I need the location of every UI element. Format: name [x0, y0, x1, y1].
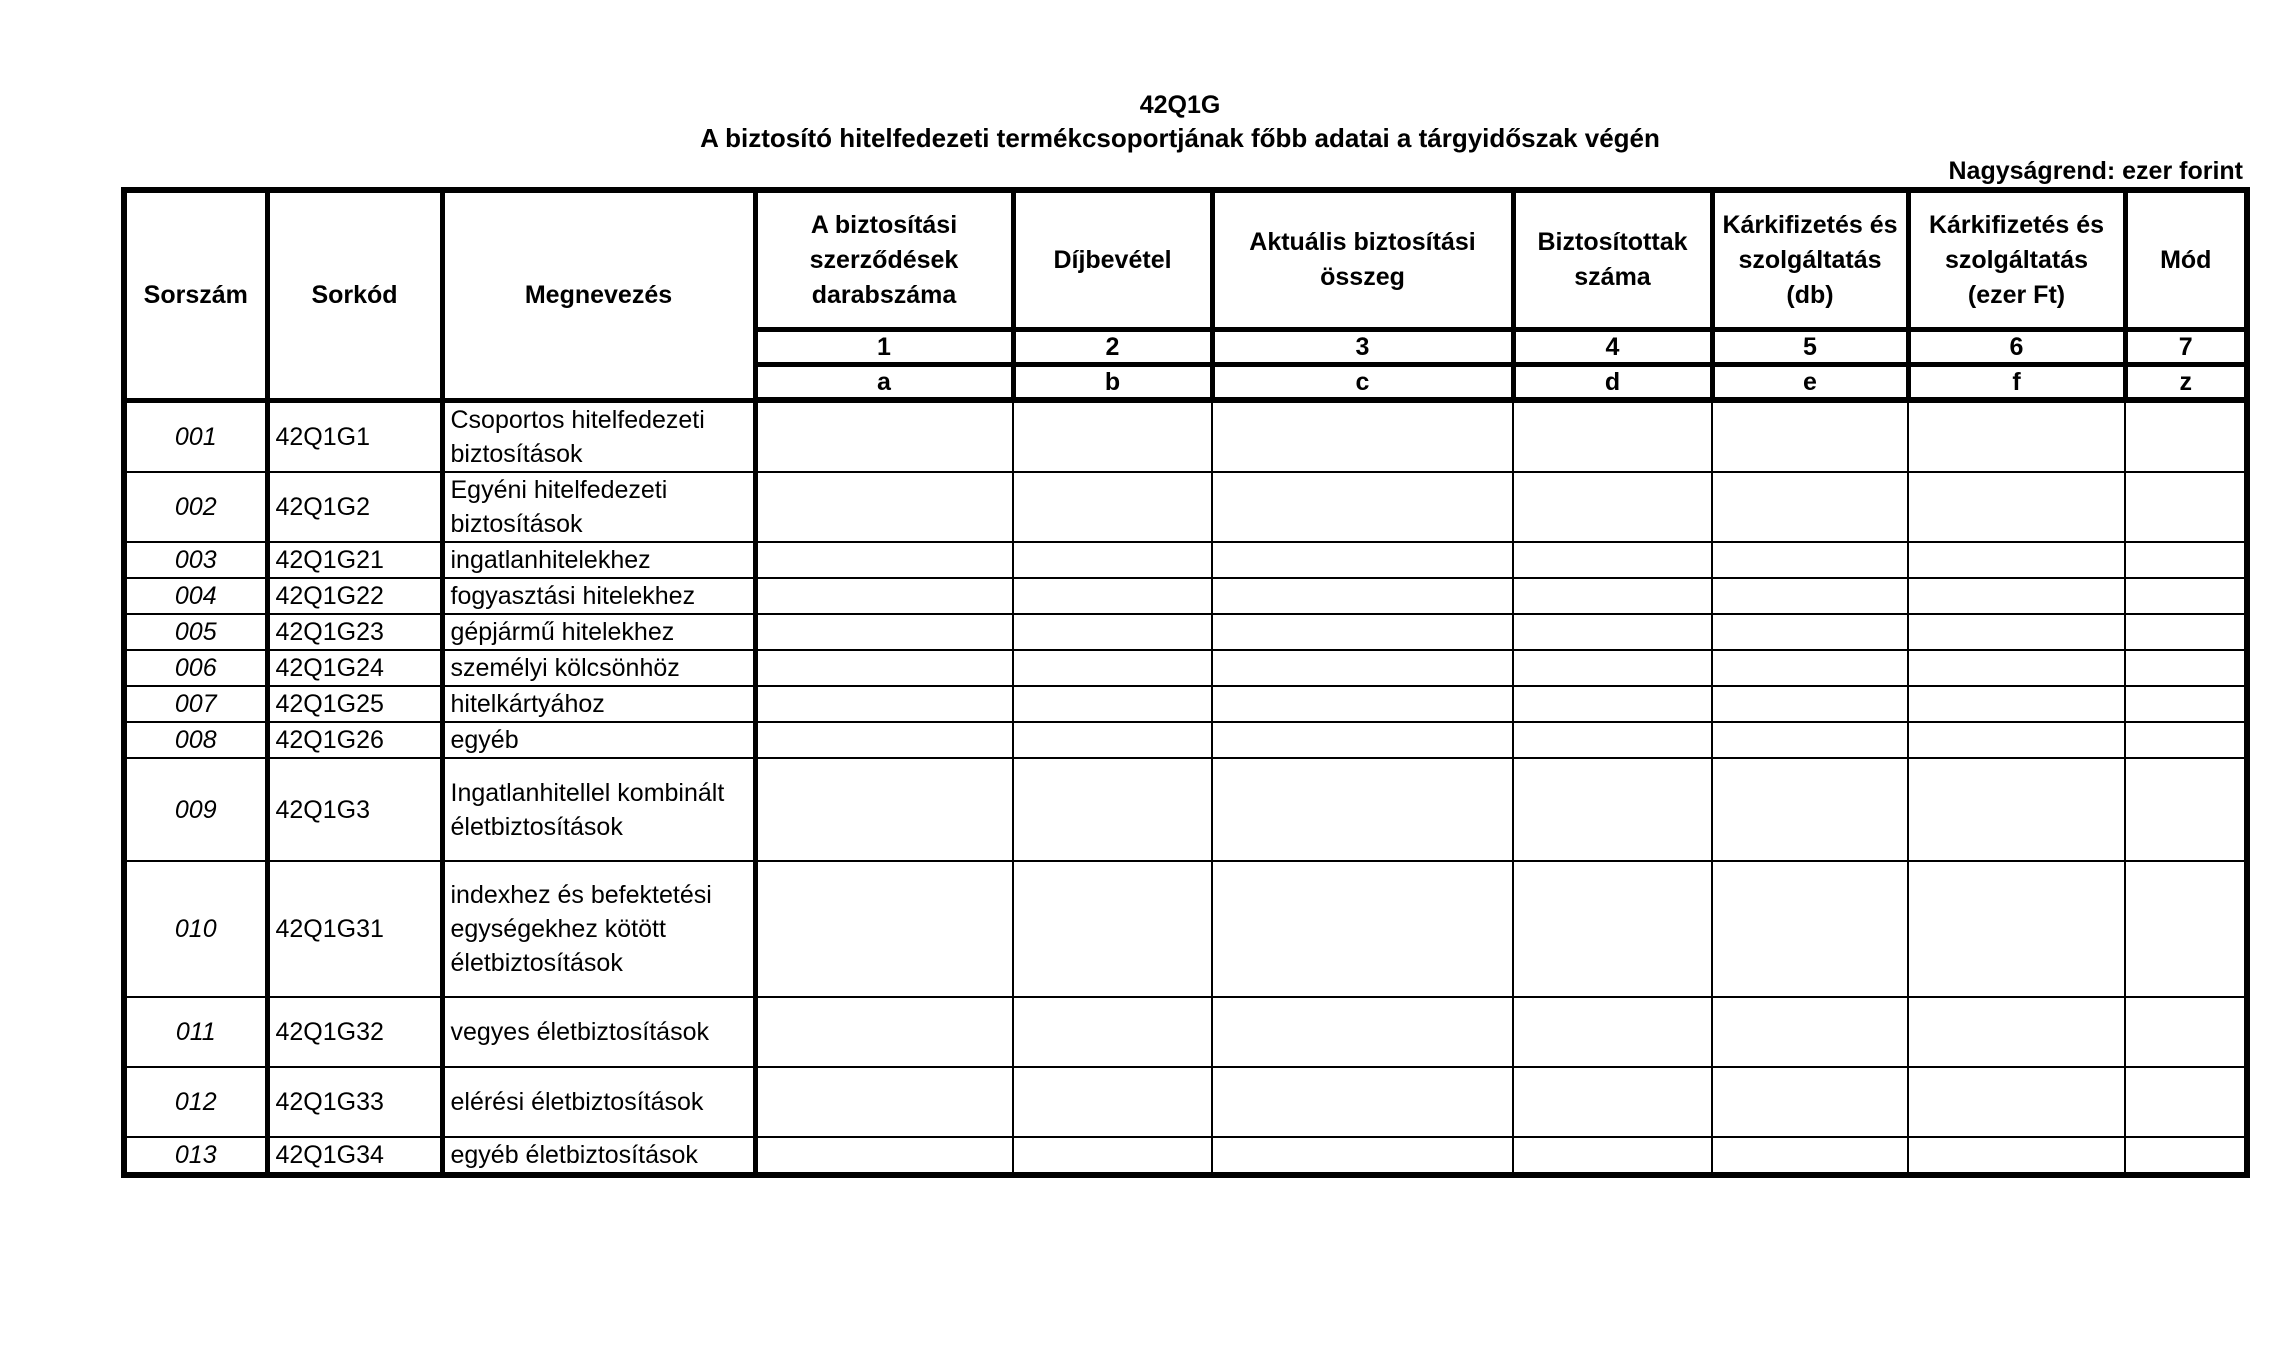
- row-sorkod: 42Q1G21: [267, 542, 442, 578]
- input-cell[interactable]: [1013, 400, 1212, 472]
- input-cell[interactable]: [1013, 614, 1212, 650]
- input-cell[interactable]: [2125, 722, 2247, 758]
- input-cell[interactable]: [755, 542, 1013, 578]
- input-cell[interactable]: [2125, 997, 2247, 1067]
- input-cell[interactable]: [1712, 686, 1908, 722]
- input-cell[interactable]: [1513, 722, 1712, 758]
- input-cell[interactable]: [1712, 542, 1908, 578]
- input-cell[interactable]: [1513, 1067, 1712, 1137]
- input-cell[interactable]: [2125, 758, 2247, 861]
- row-megnevezes: hitelkártyához: [442, 686, 755, 722]
- report-table: [121, 187, 2250, 1178]
- col-number-7: 7: [2125, 330, 2247, 365]
- col-letter-b: b: [1013, 365, 1212, 401]
- col-number-6: 6: [1908, 330, 2125, 365]
- table-row: [124, 542, 2247, 578]
- header-megnevezes: Megnevezés: [442, 190, 755, 400]
- input-cell[interactable]: [1712, 997, 1908, 1067]
- row-sorszam: 012: [124, 1067, 267, 1137]
- header-col-3: Aktuális biztosítási összeg: [1212, 190, 1513, 330]
- table-row: [124, 997, 2247, 1067]
- table-row: [124, 650, 2247, 686]
- input-cell[interactable]: [1013, 1067, 1212, 1137]
- input-cell[interactable]: [1712, 1067, 1908, 1137]
- row-sorkod: 42Q1G34: [267, 1137, 442, 1175]
- input-cell[interactable]: [1013, 758, 1212, 861]
- row-megnevezes: indexhez és befektetési egységekhez kötött életbiztosítások: [442, 861, 755, 997]
- col-number-1: 1: [755, 330, 1013, 365]
- input-cell[interactable]: [755, 686, 1013, 722]
- input-cell[interactable]: [1212, 722, 1513, 758]
- input-cell[interactable]: [1908, 758, 2125, 861]
- input-cell[interactable]: [1908, 578, 2125, 614]
- input-cell[interactable]: [1513, 400, 1712, 472]
- input-cell[interactable]: [1712, 614, 1908, 650]
- input-cell[interactable]: [2125, 542, 2247, 578]
- header-col-2: Díjbevétel: [1013, 190, 1212, 330]
- input-cell[interactable]: [1712, 650, 1908, 686]
- row-sorszam: 007: [124, 686, 267, 722]
- col-letter-z: z: [2125, 365, 2247, 401]
- table-row: [124, 1067, 2247, 1137]
- row-sorszam: 010: [124, 861, 267, 997]
- input-cell[interactable]: [1908, 861, 2125, 997]
- input-cell[interactable]: [1513, 472, 1712, 542]
- row-sorkod: 42Q1G2: [267, 472, 442, 542]
- input-cell[interactable]: [1013, 472, 1212, 542]
- input-cell[interactable]: [755, 614, 1013, 650]
- input-cell[interactable]: [1013, 686, 1212, 722]
- col-letter-f: f: [1908, 365, 2125, 401]
- row-sorszam: 005: [124, 614, 267, 650]
- input-cell[interactable]: [755, 1067, 1013, 1137]
- row-sorkod: 42Q1G33: [267, 1067, 442, 1137]
- input-cell[interactable]: [1908, 472, 2125, 542]
- input-cell[interactable]: [1513, 861, 1712, 997]
- input-cell[interactable]: [1712, 722, 1908, 758]
- input-cell[interactable]: [1712, 861, 1908, 997]
- input-cell[interactable]: [2125, 861, 2247, 997]
- input-cell[interactable]: [2125, 1067, 2247, 1137]
- table-row: [124, 578, 2247, 614]
- row-sorkod: 42Q1G22: [267, 578, 442, 614]
- input-cell[interactable]: [1908, 1137, 2125, 1175]
- input-cell[interactable]: [1712, 400, 1908, 472]
- input-cell[interactable]: [1212, 578, 1513, 614]
- input-cell[interactable]: [755, 722, 1013, 758]
- input-cell[interactable]: [755, 400, 1013, 472]
- input-cell[interactable]: [1513, 650, 1712, 686]
- input-cell[interactable]: [1908, 686, 2125, 722]
- input-cell[interactable]: [1212, 472, 1513, 542]
- input-cell[interactable]: [1908, 997, 2125, 1067]
- table-row: [124, 861, 2247, 997]
- row-megnevezes: egyéb életbiztosítások: [442, 1137, 755, 1175]
- row-megnevezes: Ingatlanhitellel kombinált életbiztosítások: [442, 758, 755, 861]
- input-cell[interactable]: [1212, 997, 1513, 1067]
- input-cell[interactable]: [1712, 472, 1908, 542]
- page-title: A biztosító hitelfedezeti termékcsoportjának főbb adatai a tárgyidőszak végén: [700, 123, 1660, 153]
- input-cell[interactable]: [755, 861, 1013, 997]
- input-cell[interactable]: [755, 578, 1013, 614]
- row-sorszam: 009: [124, 758, 267, 861]
- col-number-2: 2: [1013, 330, 1212, 365]
- header-col-1: A biztosítási szerződések darabszáma: [755, 190, 1013, 330]
- input-cell[interactable]: [1908, 542, 2125, 578]
- input-cell[interactable]: [2125, 472, 2247, 542]
- row-sorkod: 42Q1G31: [267, 861, 442, 997]
- input-cell[interactable]: [2125, 400, 2247, 472]
- row-sorkod: 42Q1G3: [267, 758, 442, 861]
- row-megnevezes: Csoportos hitelfedezeti biztosítások: [442, 400, 755, 472]
- input-cell[interactable]: [755, 650, 1013, 686]
- row-sorszam: 008: [124, 722, 267, 758]
- row-sorkod: 42Q1G26: [267, 722, 442, 758]
- input-cell[interactable]: [1513, 758, 1712, 861]
- row-sorszam: 013: [124, 1137, 267, 1175]
- input-cell[interactable]: [1212, 614, 1513, 650]
- input-cell[interactable]: [1212, 1137, 1513, 1175]
- input-cell[interactable]: [2125, 650, 2247, 686]
- header-col-7: Mód: [2125, 190, 2247, 330]
- col-number-4: 4: [1513, 330, 1712, 365]
- input-cell[interactable]: [1513, 578, 1712, 614]
- input-cell[interactable]: [1908, 722, 2125, 758]
- row-sorszam: 004: [124, 578, 267, 614]
- input-cell[interactable]: [2125, 614, 2247, 650]
- col-number-5: 5: [1712, 330, 1908, 365]
- row-sorkod: 42Q1G24: [267, 650, 442, 686]
- input-cell[interactable]: [1013, 722, 1212, 758]
- col-letter-a: a: [755, 365, 1013, 401]
- table-row: [124, 400, 2247, 472]
- input-cell[interactable]: [1013, 861, 1212, 997]
- header-col-5: Kárkifizetés és szolgáltatás (db): [1712, 190, 1908, 330]
- input-cell[interactable]: [2125, 1137, 2247, 1175]
- row-megnevezes: elérési életbiztosítások: [442, 1067, 755, 1137]
- input-cell[interactable]: [1013, 1137, 1212, 1175]
- row-sorkod: 42Q1G23: [267, 614, 442, 650]
- row-sorkod: 42Q1G25: [267, 686, 442, 722]
- table-row: [124, 1137, 2247, 1175]
- form-code: 42Q1G: [1139, 91, 1221, 119]
- input-cell[interactable]: [2125, 686, 2247, 722]
- input-cell[interactable]: [1013, 578, 1212, 614]
- input-cell[interactable]: [1212, 400, 1513, 472]
- input-cell[interactable]: [1513, 997, 1712, 1067]
- input-cell[interactable]: [755, 997, 1013, 1067]
- row-megnevezes: ingatlanhitelekhez: [442, 542, 755, 578]
- col-letter-e: e: [1712, 365, 1908, 401]
- row-sorszam: 002: [124, 472, 267, 542]
- row-megnevezes: Egyéni hitelfedezeti biztosítások: [442, 472, 755, 542]
- table-row: [124, 686, 2247, 722]
- input-cell[interactable]: [1513, 542, 1712, 578]
- input-cell[interactable]: [1212, 542, 1513, 578]
- input-cell[interactable]: [1212, 861, 1513, 997]
- input-cell[interactable]: [1908, 400, 2125, 472]
- input-cell[interactable]: [755, 758, 1013, 861]
- header-col-4: Biztosítottak száma: [1513, 190, 1712, 330]
- col-number-3: 3: [1212, 330, 1513, 365]
- header-col-6: Kárkifizetés és szolgáltatás (ezer Ft): [1908, 190, 2125, 330]
- row-megnevezes: vegyes életbiztosítások: [442, 997, 755, 1067]
- input-cell[interactable]: [1513, 1137, 1712, 1175]
- header-sorszam: Sorszám: [124, 190, 267, 400]
- input-cell[interactable]: [2125, 578, 2247, 614]
- table-row: [124, 722, 2247, 758]
- input-cell[interactable]: [1212, 686, 1513, 722]
- input-cell[interactable]: [1712, 758, 1908, 861]
- row-sorszam: 003: [124, 542, 267, 578]
- input-cell[interactable]: [1212, 650, 1513, 686]
- row-megnevezes: személyi kölcsönhöz: [442, 650, 755, 686]
- input-cell[interactable]: [755, 472, 1013, 542]
- input-cell[interactable]: [1513, 614, 1712, 650]
- input-cell[interactable]: [1712, 578, 1908, 614]
- row-sorszam: 006: [124, 650, 267, 686]
- col-letter-c: c: [1212, 365, 1513, 401]
- magnitude-note: Nagyságrend: ezer forint: [1948, 157, 2243, 185]
- input-cell[interactable]: [1513, 686, 1712, 722]
- row-sorszam: 011: [124, 997, 267, 1067]
- table-row: [124, 472, 2247, 542]
- row-sorszam: 001: [124, 400, 267, 472]
- input-cell[interactable]: [1013, 650, 1212, 686]
- input-cell[interactable]: [1908, 650, 2125, 686]
- input-cell[interactable]: [1212, 758, 1513, 861]
- row-megnevezes: fogyasztási hitelekhez: [442, 578, 755, 614]
- input-cell[interactable]: [755, 1137, 1013, 1175]
- input-cell[interactable]: [1212, 1067, 1513, 1137]
- input-cell[interactable]: [1908, 614, 2125, 650]
- row-megnevezes: egyéb: [442, 722, 755, 758]
- input-cell[interactable]: [1712, 1137, 1908, 1175]
- row-sorkod: 42Q1G32: [267, 997, 442, 1067]
- input-cell[interactable]: [1013, 542, 1212, 578]
- input-cell[interactable]: [1013, 997, 1212, 1067]
- header-sorkod: Sorkód: [267, 190, 442, 400]
- col-letter-d: d: [1513, 365, 1712, 401]
- table-row: [124, 614, 2247, 650]
- row-megnevezes: gépjármű hitelekhez: [442, 614, 755, 650]
- row-sorkod: 42Q1G1: [267, 400, 442, 472]
- table-row: [124, 758, 2247, 861]
- input-cell[interactable]: [1908, 1067, 2125, 1137]
